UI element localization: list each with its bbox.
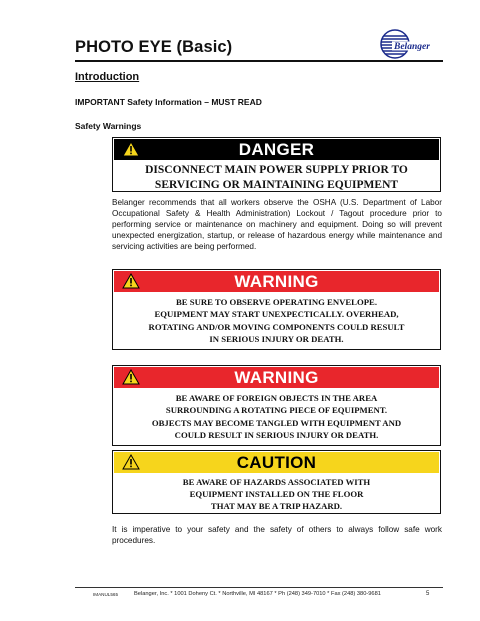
page-number: 5 (426, 591, 430, 597)
warning-triangle-icon (122, 141, 140, 157)
header-rule (75, 60, 443, 62)
svg-text:Belanger: Belanger (394, 42, 430, 52)
warning-message (113, 389, 440, 441)
important-notice: IMPORTANT Safety Information – MUST READ (75, 97, 262, 107)
safety-warnings-label: Safety Warnings (75, 121, 142, 131)
warning-line: IN SERIOUS INJURY OR DEATH. (209, 334, 344, 345)
warning-triangle-icon (122, 273, 140, 289)
caution-message (113, 474, 440, 512)
warning-line: ROTATING AND/OR MOVING COMPONENTS COULD RESULT (148, 321, 405, 332)
warning-triangle-icon (122, 454, 140, 470)
introduction-heading: Introduction (75, 71, 140, 83)
document-title: PHOTO EYE (Basic) (75, 38, 233, 56)
warning-header (114, 367, 439, 388)
warning-line: SURROUNDING A ROTATING PIECE OF EQUIPMENT. (165, 405, 388, 416)
danger-sign (112, 137, 441, 192)
warning-signal-word: WARNING (234, 271, 319, 291)
caution-header (114, 452, 439, 473)
warning-line: COULD RESULT IN SERIOUS INJURY OR DEATH. (174, 430, 379, 441)
warning-message (113, 293, 440, 345)
warning-signal-word: WARNING (234, 367, 319, 387)
danger-line: DISCONNECT MAIN POWER SUPPLY PRIOR TO (145, 164, 408, 176)
footer-contact: Belanger, Inc. * 1001 Doheny Ct. * Northville, MI 48167 * Ph (248) 349-7010 * Fax (248) 380-9681 (134, 591, 381, 597)
danger-signal-word: DANGER (238, 139, 315, 159)
warning-line: EQUIPMENT MAY START UNEXPECTICALLY. OVERHEAD, (154, 309, 399, 320)
lockout-paragraph: Belanger recommends that all workers observe the OSHA (U.S. Department of Labor Occupational Safety & Health Administration) Lockout / Tagout procedure prior to performing service or maintenance on machinery and equipment. Doing so will prevent unexpected energization, startup, or release of hazardous energy while maintenance and servicing activities are being performed. (112, 198, 442, 252)
warning-line: BE AWARE OF FOREIGN OBJECTS IN THE AREA (175, 393, 378, 403)
footer-document-code: IMANUL565 (93, 592, 119, 597)
caution-line: THAT MAY BE A TRIP HAZARD. (210, 501, 343, 511)
footer-rule (75, 587, 443, 588)
page-header (75, 28, 445, 60)
warning-line: OBJECTS MAY BECOME TANGLED WITH EQUIPMENT AND (151, 417, 402, 428)
danger-header (114, 139, 439, 160)
caution-line: BE AWARE OF HAZARDS ASSOCIATED WITH (182, 477, 371, 487)
caution-signal-word: CAUTION (236, 452, 317, 472)
danger-line: SERVICING OR MAINTAINING EQUIPMENT (154, 179, 399, 192)
caution-sign (112, 450, 441, 514)
danger-message (113, 161, 440, 193)
belanger-logo (375, 28, 441, 60)
warning-sign-envelope (112, 269, 441, 350)
warning-header (114, 271, 439, 292)
warning-line: BE SURE TO OBSERVE OPERATING ENVELOPE. (175, 297, 377, 307)
caution-line: EQUIPMENT INSTALLED ON THE FLOOR (189, 489, 364, 499)
closing-paragraph: It is imperative to your safety and the safety of others to always follow safe work procedures. (112, 525, 442, 546)
warning-sign-foreign-objects (112, 365, 441, 446)
warning-triangle-icon (122, 369, 140, 385)
